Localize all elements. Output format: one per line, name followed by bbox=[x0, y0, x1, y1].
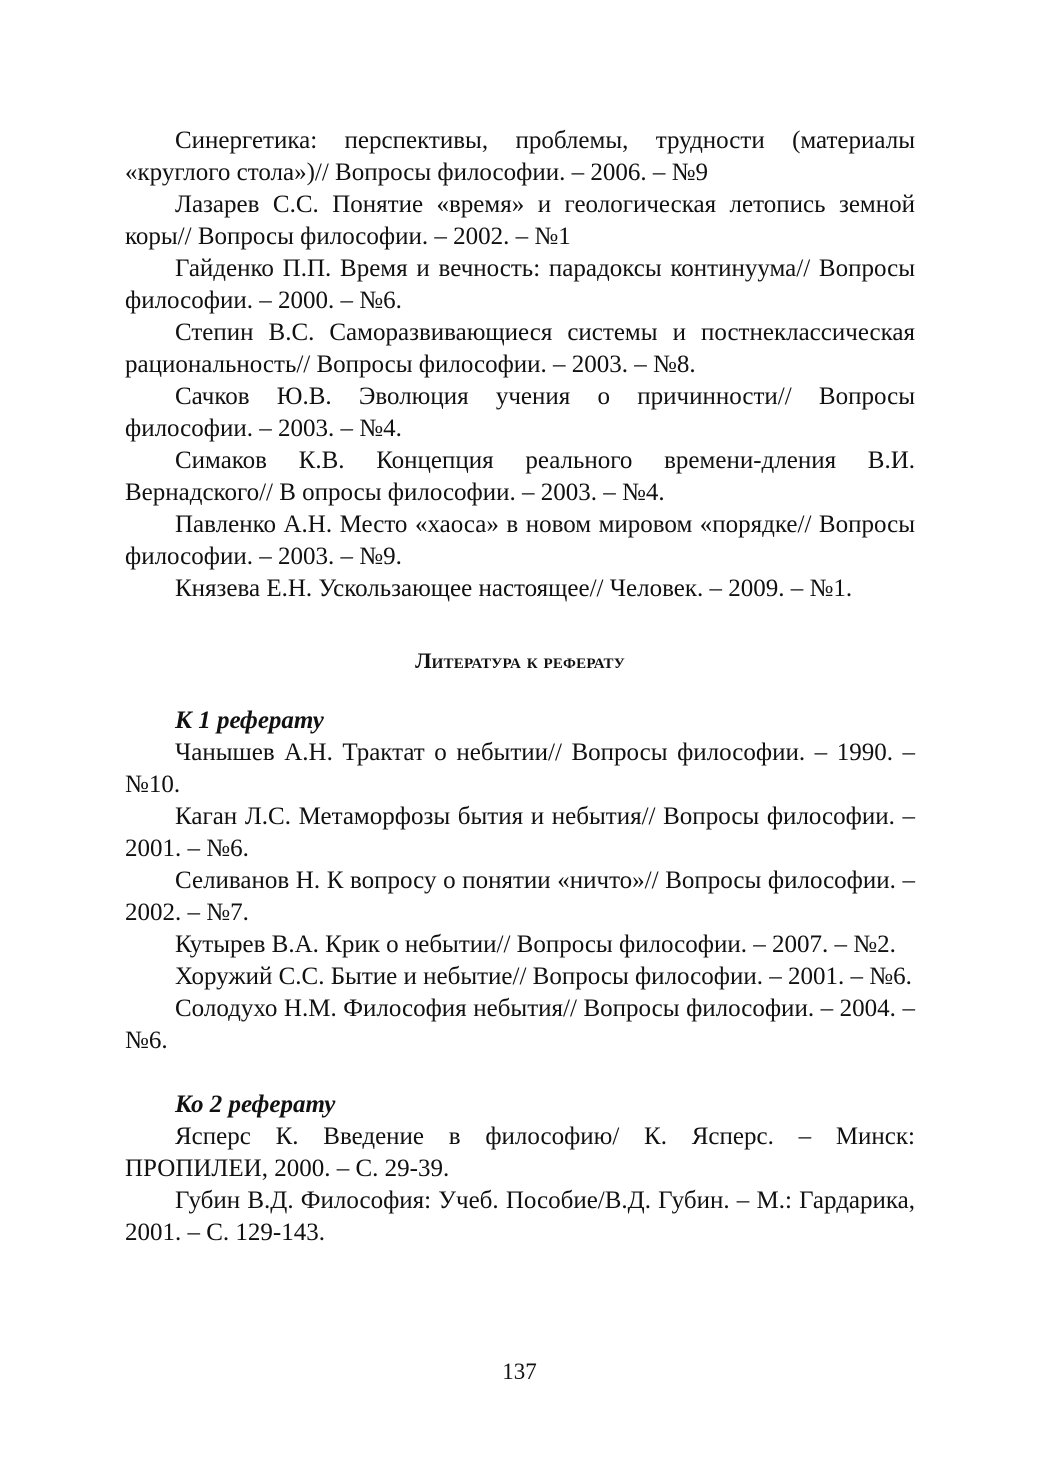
section-title bbox=[125, 645, 915, 677]
bibliography-entry: Каган Л.С. Метаморфозы бытия и небытия// Вопросы философии. – 2001. – №6. bbox=[125, 803, 915, 862]
bibliography-entry: Селиванов Н. К вопросу о понятии «ничто»// Вопросы философии. – 2002. – №7. bbox=[125, 867, 915, 926]
bibliography-entry: Кутырев В.А. Крик о небытии// Вопросы философии. – 2007. – №2. bbox=[175, 931, 896, 958]
bibliography-entry: Князева Е.Н. Ускользающее настоящее// Человек. – 2009. – №1. bbox=[175, 575, 853, 602]
page-number: 137 bbox=[502, 1359, 537, 1384]
bibliography-entry: Синергетика: перспективы, проблемы, трудности (материалы «круглого стола»)// Вопросы философии. – 2006. – №9 bbox=[125, 127, 915, 186]
bibliography-entry: Ясперс К. Введение в философию/ К. Ясперс. – Минск: ПРОПИЛЕИ, 2000. – С. 29-39. bbox=[125, 1123, 915, 1182]
bibliography-entry: Гайденко П.П. Время и вечность: парадоксы континуума// Вопросы философии. – 2000. – №6. bbox=[125, 255, 915, 314]
bibliography-entry: Степин В.С. Саморазвивающиеся системы и постнеклассическая рациональность// Вопросы философии. – 2003. – №8. bbox=[125, 319, 915, 378]
bibliography-entry: Симаков К.В. Концепция реального времени-дления В.И. Вернадского// В опросы философии. – 2003. – №4. bbox=[125, 447, 915, 506]
bibliography-entry: Хоружий С.С. Бытие и небытие// Вопросы философии. – 2001. – №6. bbox=[175, 963, 912, 990]
bibliography-entry: Лазарев С.С. Понятие «время» и геологическая летопись земной коры// Вопросы философии. – 2002. – №1 bbox=[125, 191, 915, 250]
spacer bbox=[125, 1057, 915, 1089]
section-title-text: Литература к реферату bbox=[415, 648, 625, 673]
bibliography-entry: Павленко А.Н. Место «хаоса» в новом мировом «порядке// Вопросы философии. – 2003. – №9. bbox=[125, 511, 915, 570]
bibliography-entry: Сачков Ю.В. Эволюция учения о причинности// Вопросы философии. – 2003. – №4. bbox=[125, 383, 915, 442]
page-body bbox=[125, 125, 915, 1249]
subsection-heading-2: Ко 2 реферату bbox=[175, 1091, 336, 1118]
spacer bbox=[125, 677, 915, 705]
subsection-heading-1: К 1 реферату bbox=[175, 707, 324, 734]
bibliography-entry: Солодухо Н.М. Философия небытия// Вопросы философии. – 2004. – №6. bbox=[125, 995, 915, 1054]
bibliography-entry: Губин В.Д. Философия: Учеб. Пособие/В.Д. Губин. – М.: Гардарика, 2001. – С. 129-143. bbox=[125, 1187, 915, 1246]
bibliography-entry: Чанышев А.Н. Трактат о небытии// Вопросы философии. – 1990. – №10. bbox=[125, 739, 915, 798]
